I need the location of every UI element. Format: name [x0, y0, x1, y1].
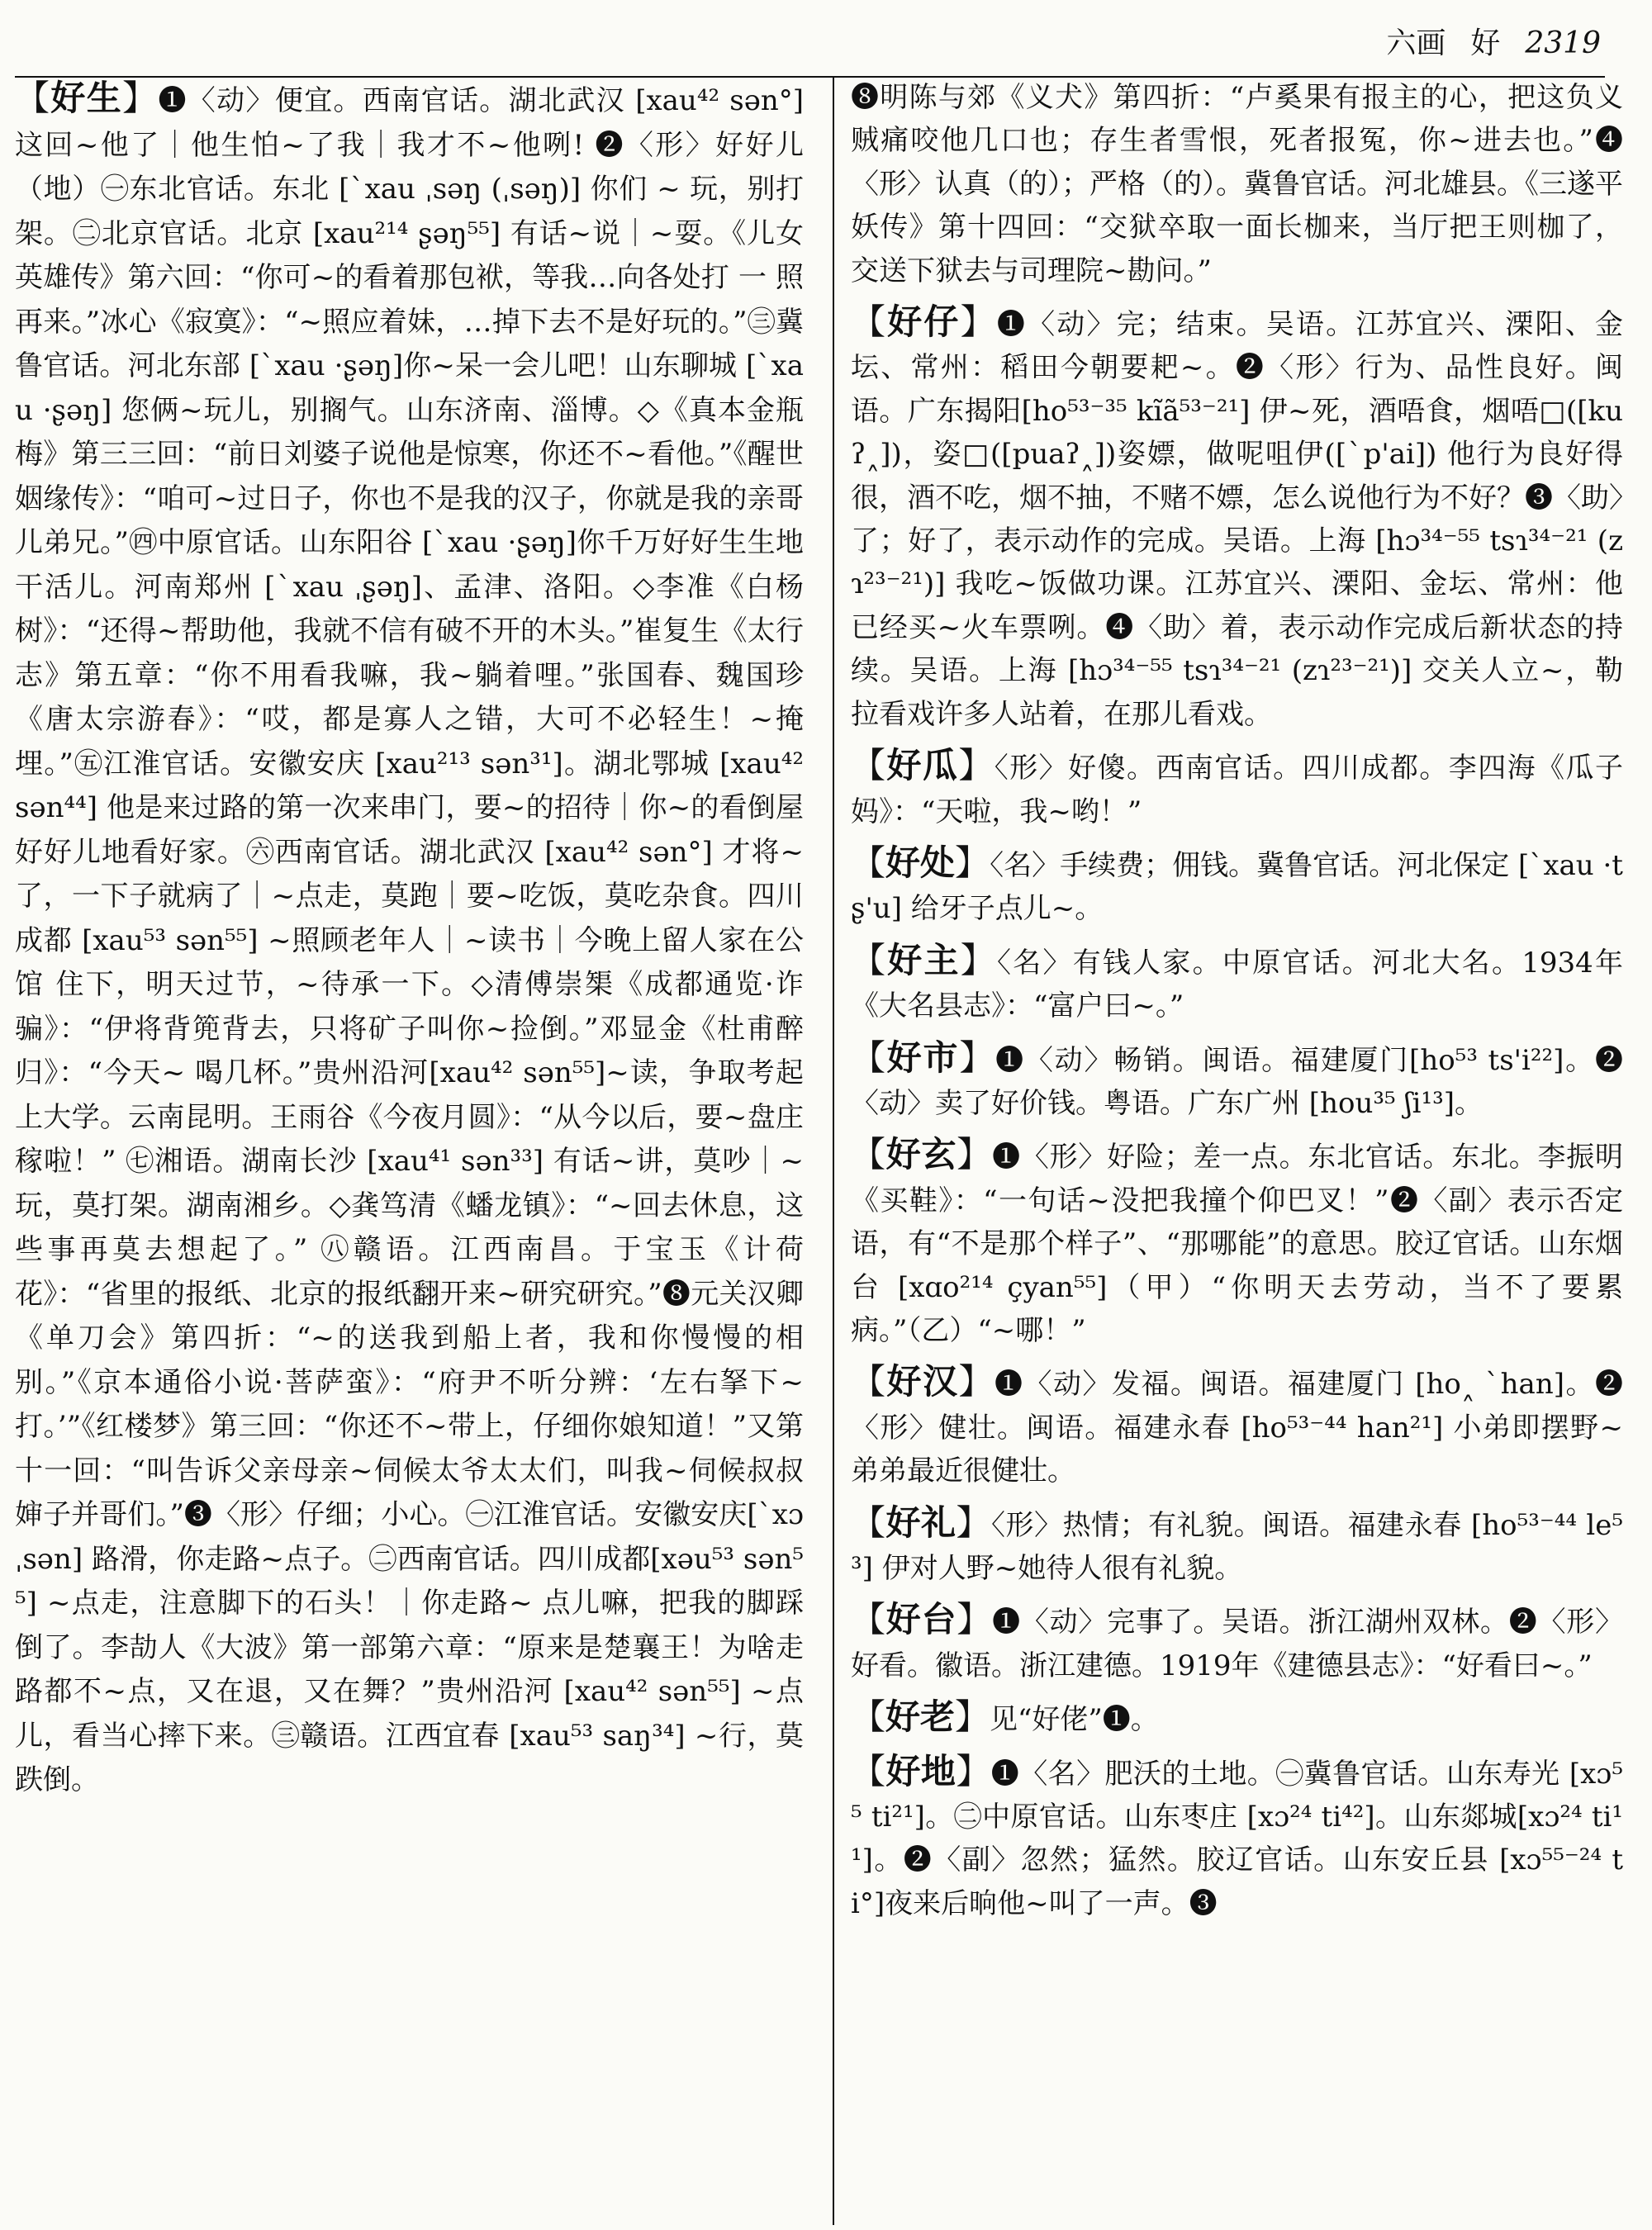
entry-headword: 【好礼】 [851, 1502, 992, 1543]
entry-headword: 【好市】 [851, 1037, 996, 1078]
entry-headword: 【好处】 [851, 842, 990, 883]
running-headword: 好 [1470, 26, 1501, 60]
dictionary-entry [851, 1133, 1623, 1352]
left-column [15, 76, 804, 1803]
dictionary-entry [851, 1037, 1623, 1126]
entry-headword: 【好瓜】 [851, 745, 995, 786]
dictionary-entry-continued [851, 76, 1623, 292]
dictionary-entry [851, 301, 1623, 736]
entry-body: ❶〈动〉完；结束。吴语。江苏宜兴、溧阳、金坛、常州：稻田今朝要耙~。❷〈形〉行为、品性良好。闽语。广东揭阳[ho⁵³⁻³⁵ kĩã⁵³⁻²¹] 伊~死，酒唔食，烟唔□([kuʔ˰])，姿□([puaʔ˰])姿嫖，做呢咀伊([ˋp'ai]) 他行为良好得很，酒不吃，烟不抽，不赌不嫖，怎么说他行为不好？❸〈助〉了；好了，表示动作的完成。吴语。上海 [hɔ³⁴⁻⁵⁵ tsɿ³⁴⁻²¹ (zɿ²³⁻²¹)] 我吃~饭做功课。江苏宜兴、溧阳、金坛、常州：他已经买~火车票咧。❹〈助〉着，表示动作完成后新状态的持续。吴语。上海 [hɔ³⁴⁻⁵⁵ tsɿ³⁴⁻²¹ (zɿ²³⁻²¹)] 交关人立~，勒拉看戏许多人站着，在那儿看戏。 [851, 308, 1623, 731]
entry-body: 〈形〉好傻。西南官话。四川成都。李四海《瓜子妈》：“天啦，我~哟！” [851, 752, 1623, 828]
dictionary-entry [851, 1696, 1623, 1741]
entry-headword: 【好生】 [15, 78, 159, 118]
entry-body: 见“好佬”❶。 [990, 1703, 1159, 1737]
dictionary-entry [851, 842, 1623, 931]
page-header [1328, 23, 1601, 64]
entry-body: ❶〈动〉发福。闽语。福建厦门 [ho˰ ˋhan]。❷〈形〉健壮。闽语。福建永春 [ho⁵³⁻⁴⁴ han²¹] 小弟即摆野~弟弟最近很健壮。 [851, 1368, 1623, 1488]
entry-headword: 【好老】 [851, 1696, 990, 1738]
page-number: 2319 [1525, 26, 1601, 60]
entry-body: ❶〈动〉完事了。吴语。浙江湖州双林。❷〈形〉好看。徽语。浙江建德。1919年《建德县志》：“好看曰~。” [851, 1606, 1623, 1682]
dictionary-entry [851, 1360, 1623, 1492]
running-section: 六画 [1386, 26, 1446, 60]
right-column [851, 76, 1623, 1933]
entry-body: ❶〈名〉肥沃的土地。㊀冀鲁官话。山东寿光 [xɔ⁵⁵ ti²¹]。㊁中原官话。山东枣庄 [xɔ²⁴ ti⁴²]。山东郯城[xɔ²⁴ ti¹¹]。❷〈副〉忽然；猛然。胶辽官话。山东安丘县 [xɔ⁵⁵⁻²⁴ ti°]夜来后晌他~叫了一声。❸ [851, 1757, 1623, 1920]
entry-body: 〈名〉有钱人家。中原官话。河北大名。1934年《大名县志》：“富户曰~。” [851, 946, 1623, 1023]
dictionary-entry [851, 1502, 1623, 1591]
dictionary-entry [851, 1598, 1623, 1687]
dictionary-entry [15, 76, 804, 1803]
entry-headword: 【好仔】 [851, 301, 997, 343]
entry-headword: 【好玄】 [851, 1134, 993, 1175]
entry-body: 〈名〉手续费；佣钱。冀鲁官话。河北保定 [ˋxau ·tʂ'u] 给牙子点儿~。 [851, 848, 1623, 926]
entry-headword: 【好台】 [851, 1599, 993, 1640]
entry-body: 〈形〉热情；有礼貌。闽语。福建永春 [ho⁵³⁻⁴⁴ le⁵³] 伊对人野~她待人很有礼貌。 [851, 1508, 1623, 1585]
dictionary-entry [851, 939, 1623, 1028]
entry-body: ❶〈形〉好险；差一点。东北官话。东北。李振明《买鞋》：“一句话~没把我撞个仰巴叉！”❷〈副〉表示否定语，有“不是那个样子”、“那哪能”的意思。胶辽官话。山东烟台 [xɑo²¹⁴ çyan⁵⁵]（甲）“你明天去劳动，当不了要累病。”（乙）“~哪！” [851, 1141, 1623, 1347]
entry-headword: 【好主】 [851, 939, 997, 980]
entry-body: ❶〈动〉畅销。闽语。福建厦门[ho⁵³ ts'i²²]。❷〈动〉卖了好价钱。粤语。广东广州 [hou³⁵ ʃi¹³]。 [851, 1043, 1623, 1120]
entry-body: ❶〈动〉便宜。西南官话。湖北武汉 [xau⁴² sən°] 这回~他了｜他生怕~了我｜我才不~他咧! ❷〈形〉好好儿（地）㊀东北官话。东北 [ˋxau ˌsəŋ (ˌsəŋ)] 你们 ~ 玩，别打架。㊁北京官话。北京 [xau²¹⁴ ʂəŋ⁵⁵] 有话~说｜~耍。《儿女英雄传》第六回：“你可~的看着那包袱，等我…向各处打 一 照 再来。”冰心《寂寞》：“~照应着妹，…掉下去不是好玩的。”㊂冀鲁官话。河北东部 [ˋxau ·ʂəŋ]你~呆一会儿吧！山东聊城 [ˋxau ·ʂəŋ] 您俩~玩儿，别搁气。山东济南、淄博。◇《真本金瓶梅》第三三回：“前日刘婆子说他是惊寒，你还不~看他。”《醒世姻缘传》：“咱可~过日子，你也不是我的汉子，你就是我的亲哥儿弟兄。”㊃中原官话。山东阳谷 [ˋxau ·ʂəŋ]你千万好好生生地干活儿。河南郑州 [ˋxau ˌʂəŋ]、孟津、洛阳。◇李准《白杨树》：“还得~帮助他，我就不信有破不开的木头。”崔复生《太行志》第五章：“你不用看我嘛，我~躺着哩。”张国春、魏国珍《唐太宗游春》：“哎，都是寡人之错，大可不必轻生！~掩埋。”㊄江淮官话。安徽安庆 [xau²¹³ sən³¹]。湖北鄂城 [xau⁴² sən⁴⁴] 他是来过路的第一次来串门，要~的招待｜你~的看倒屋好好儿地看好家。㊅西南官话。湖北武汉 [xau⁴² sən°] 才将~了，一下子就病了｜~点走，莫跑｜要~吃饭，莫吃杂食。四川成都 [xau⁵³ sən⁵⁵] ~照顾老年人｜~读书｜今晚上留人家在公馆 住下，明天过节，~待承一下。◇清傅崇榘《成都通览·诈骗》：“伊将背篼背去，只将矿子叫你~捡倒。”邓显金《杜甫醉归》：“今天~ 喝几杯。”贵州沿河[xau⁴² sən⁵⁵]~读，争取考起上大学。云南昆明。王雨谷《今夜月圆》：“从今以后，要~盘庄稼啦！” ㊆湘语。湖南长沙 [xau⁴¹ sən³³] 有话~讲，莫吵｜~玩，莫打架。湖南湘乡。◇龚笃清《蟠龙镇》：“~回去休息，这些事再莫去想起了。” ㊇赣语。江西南昌。于宝玉《计荷花》：“省里的报纸、北京的报纸翻开来~研究研究。”❽元关汉卿《单刀会》第四折：“~的送我到船上者，我和你慢慢的相别。”《京本通俗小说·菩萨蛮》：“府尹不听分辨：‘左右拏下~打。’”《红楼梦》第三回：“你还不~带上，仔细你娘知道！”又第十一回：“叫告诉父亲母亲~伺候太爷太太们，叫我~伺候叔叔婶子并哥们。”❸〈形〉仔细；小心。㊀江淮官话。安徽安庆[ˋxɔ ˌsən] 路滑，你走路~点子。㊁西南官话。四川成都[xəu⁵³ sən⁵⁵] ~点走，注意脚下的石头！｜你走路~ 点儿嘛，把我的脚踩倒了。李劼人《大波》第一部第六章：“原来是楚襄王！为啥走路都不~点，又在退，又在舞？”贵州沿河 [xau⁴² sən⁵⁵] ~点儿，看当心摔下来。㊂赣语。江西宜春 [xau⁵³ saŋ³⁴] ~行，莫跌倒。 [15, 84, 804, 1796]
entry-body: ❽明陈与郊《义犬》第四折：“卢奚果有报主的心，把这负义贼痛咬他几口也；存生者雪恨，死者报冤，你~进去也。”❹〈形〉认真（的）；严格（的）。冀鲁官话。河北雄县。《三遂平妖传》第十四回：“交狱卒取一面长枷来，当厅把王则枷了，交送下狱去与司理院~勘问。” [851, 81, 1623, 287]
entry-headword: 【好地】 [851, 1750, 991, 1791]
dictionary-entry [851, 744, 1623, 833]
column-divider [833, 78, 834, 2225]
dictionary-entry [851, 1750, 1623, 1926]
entry-headword: 【好汉】 [851, 1361, 995, 1402]
